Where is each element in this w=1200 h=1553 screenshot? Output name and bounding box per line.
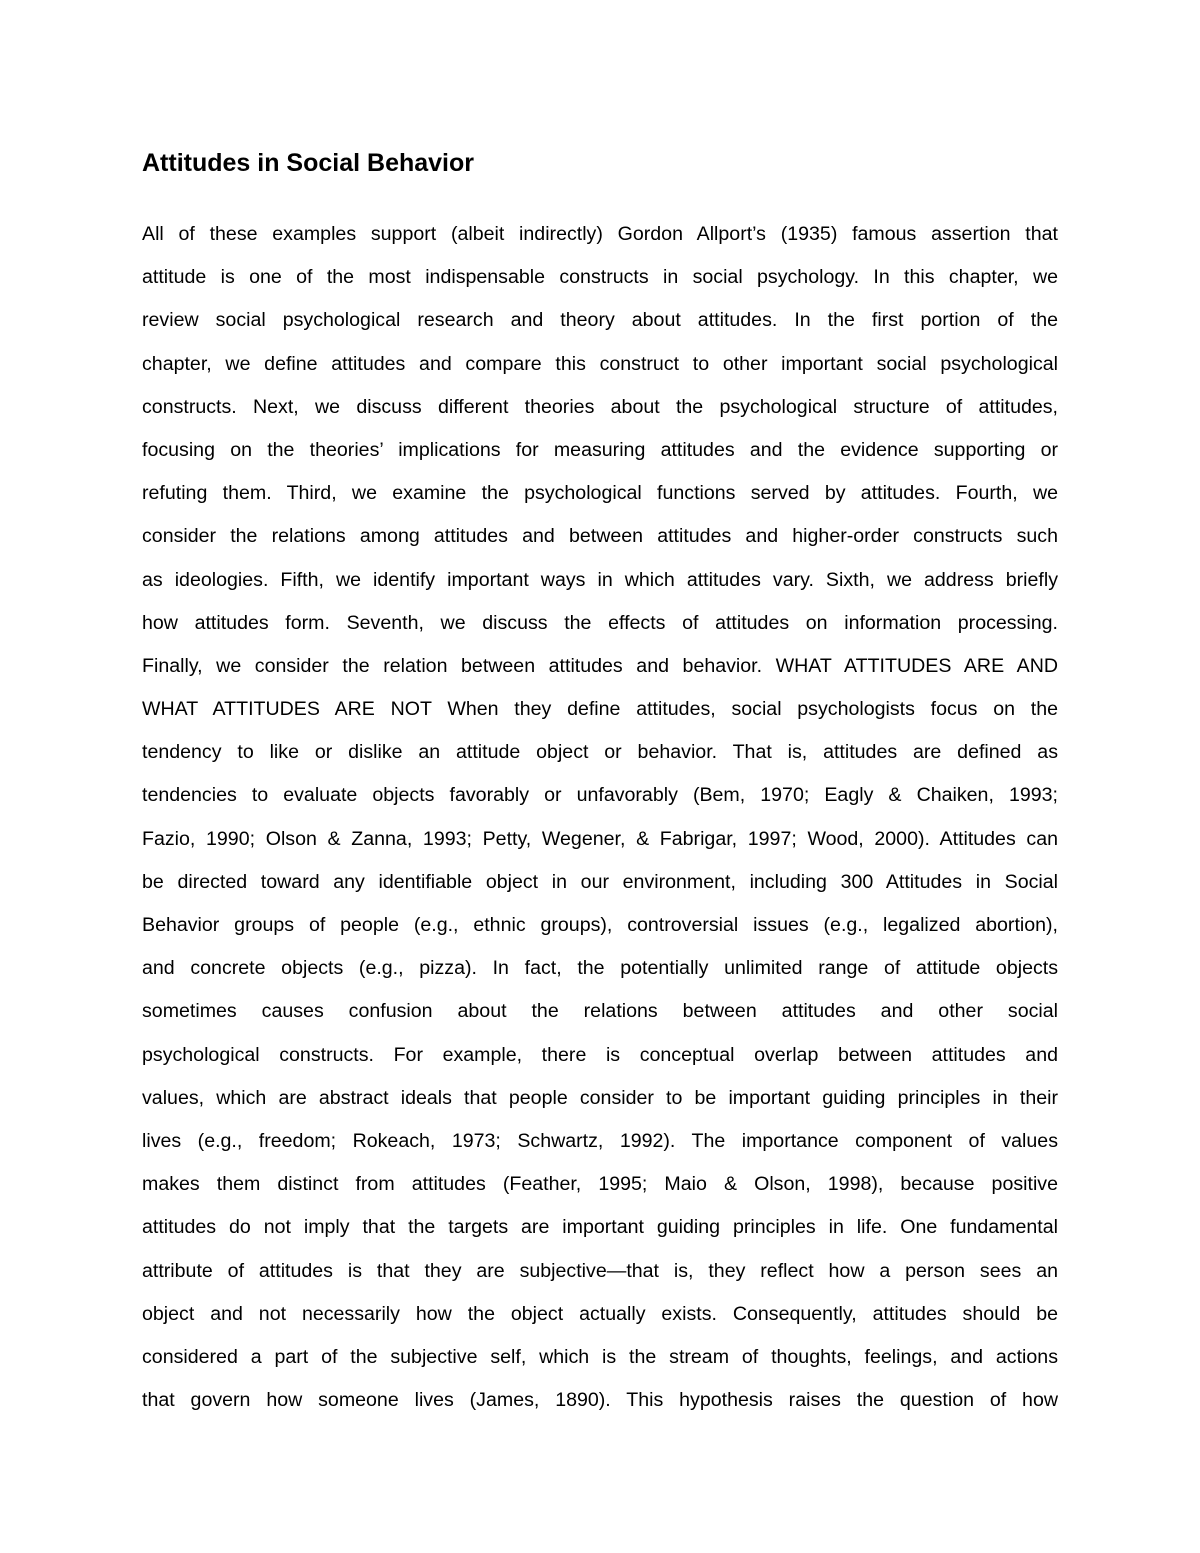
body-line: attitude is one of the most indispensable constructs in social psychology. In this chapter, we — [142, 266, 1058, 289]
body-line: lives (e.g., freedom; Rokeach, 1973; Schwartz, 1992). The importance component of values — [142, 1129, 1058, 1152]
body-line: attitudes do not imply that the targets are important guiding principles in life. One fundamental — [142, 1216, 1058, 1239]
body-line: as ideologies. Fifth, we identify important ways in which attitudes vary. Sixth, we address briefly — [142, 568, 1058, 591]
body-line: makes them distinct from attitudes (Feather, 1995; Maio & Olson, 1998), because positive — [142, 1173, 1058, 1196]
body-line: psychological constructs. For example, there is conceptual overlap between attitudes and — [142, 1043, 1058, 1066]
body-line: review social psychological research and theory about attitudes. In the first portion of the — [142, 309, 1058, 332]
body-line: and concrete objects (e.g., pizza). In fact, the potentially unlimited range of attitude objects — [142, 957, 1058, 980]
body-line: Finally, we consider the relation between attitudes and behavior. WHAT ATTITUDES ARE AND — [142, 654, 1058, 677]
body-line: All of these examples support (albeit indirectly) Gordon Allport’s (1935) famous assertion that — [142, 223, 1058, 245]
body-line: that govern how someone lives (James, 1890). This hypothesis raises the question of how — [142, 1389, 1058, 1412]
body-line: tendencies to evaluate objects favorably or unfavorably (Bem, 1970; Eagly & Chaiken, 1993; — [142, 784, 1058, 807]
body-line: Behavior groups of people (e.g., ethnic groups), controversial issues (e.g., legalized abortion), — [142, 914, 1058, 936]
body-line: tendency to like or dislike an attitude object or behavior. That is, attitudes are defined as — [142, 741, 1058, 764]
body-line: be directed toward any identifiable object in our environment, including 300 Attitudes in Social — [142, 870, 1058, 893]
body-line: refuting them. Third, we examine the psychological functions served by attitudes. Fourth, we — [142, 482, 1058, 505]
body-line: WHAT ATTITUDES ARE NOT When they define attitudes, social psychologists focus on the — [142, 698, 1058, 721]
body-line: attribute of attitudes is that they are subjective—that is, they reflect how a person sees an — [142, 1259, 1058, 1282]
body-line: values, which are abstract ideals that people consider to be important guiding principles in their — [142, 1086, 1058, 1109]
body-line: constructs. Next, we discuss different theories about the psychological structure of attitudes, — [142, 395, 1058, 418]
body-paragraph — [142, 213, 1058, 1422]
body-line: focusing on the theories’ implications for measuring attitudes and the evidence supporting or — [142, 438, 1058, 461]
page-title: Attitudes in Social Behavior — [142, 149, 475, 177]
body-line: sometimes causes confusion about the relations between attitudes and other social — [142, 1000, 1058, 1023]
body-line: chapter, we define attitudes and compare this construct to other important social psychological — [142, 352, 1058, 375]
body-line: considered a part of the subjective self, which is the stream of thoughts, feelings, and actions — [142, 1345, 1058, 1368]
body-line: object and not necessarily how the object actually exists. Consequently, attitudes should be — [142, 1302, 1058, 1325]
body-line: Fazio, 1990; Olson & Zanna, 1993; Petty, Wegener, & Fabrigar, 1997; Wood, 2000). Attitudes can — [142, 827, 1058, 850]
body-line: consider the relations among attitudes and between attitudes and higher-order constructs such — [142, 525, 1058, 548]
body-line: how attitudes form. Seventh, we discuss the effects of attitudes on information processing. — [142, 611, 1058, 634]
